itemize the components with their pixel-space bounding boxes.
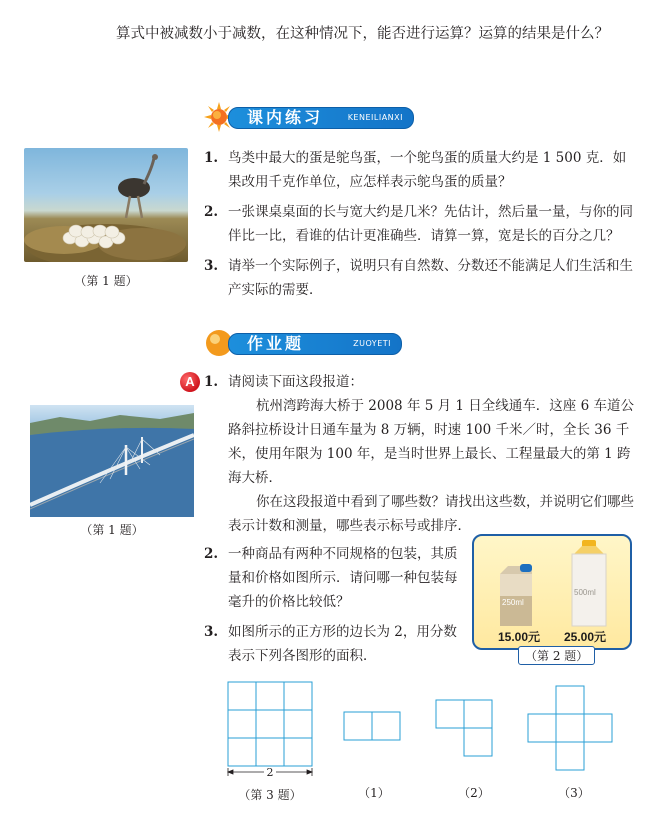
question-text: 鸟类中最大的蛋是鸵鸟蛋，一个鸵鸟蛋的质量大约是 1 500 克．如果改用千克作单位，应怎样表示鸵鸟蛋的质量？ — [228, 150, 627, 190]
question-number: 1. — [204, 374, 219, 390]
figure-caption-2: （2） — [458, 786, 490, 800]
large-milk-carton — [568, 540, 610, 628]
photo-caption: （第 1 题） — [80, 523, 144, 537]
bridge-photo — [30, 405, 194, 517]
question-number: 1. — [204, 150, 219, 166]
section-subtitle: KENEILIANXI — [347, 113, 403, 122]
practice-question-3 — [204, 254, 636, 302]
practice-question-2 — [204, 200, 636, 248]
question-lead: 请阅读下面这段报道： — [228, 374, 363, 390]
figure-1 — [344, 712, 400, 740]
question-text: 你在这段报道中看到了哪些数？请找出这些数，并说明它们哪些表示计数和测量，哪些表示标号或排序． — [228, 494, 634, 534]
ostrich-eggs-photo — [24, 148, 188, 262]
question-number: 2. — [204, 204, 219, 220]
large-price: 25.00元 — [564, 630, 607, 644]
grid-square — [228, 682, 312, 766]
small-price: 15.00元 — [498, 630, 541, 644]
homework-question-3 — [204, 620, 460, 668]
figure-2 — [436, 700, 492, 756]
figure-caption-q3: （第 3 题） — [238, 788, 302, 802]
small-milk-carton — [496, 562, 536, 628]
question-number: 3. — [204, 624, 219, 640]
question-number: 3. — [204, 258, 219, 274]
packaging-price-figure — [472, 534, 632, 650]
side-length-label: 2 — [266, 766, 274, 779]
large-volume-label: 500ml — [574, 588, 596, 597]
section-title: 作业题 — [247, 334, 305, 353]
area-figures — [220, 676, 640, 786]
level-a-badge: A — [180, 372, 200, 392]
question-text: 如图所示的正方形的边长为 2，用分数表示下列各图形的面积． — [228, 624, 457, 664]
homework-question-1 — [204, 370, 636, 538]
news-paragraph: 杭州湾跨海大桥于 2008 年 5 月 1 日全线通车．这座 6 车道公路斜拉桥设计日通车量为 8 万辆，时速 100 千米／时，全长 36 千米，使用年限为 100 年，是当时世界上最长、工程量最大的第 1 跨海大桥． — [228, 398, 634, 486]
homework-question-2 — [204, 542, 460, 614]
figure-caption-3: （3） — [558, 786, 590, 800]
figure-caption: （第 2 题） — [518, 646, 595, 665]
figure-3 — [528, 686, 612, 770]
question-number: 2. — [204, 546, 219, 562]
section-title: 课内练习 — [247, 108, 324, 127]
question-text: 一种商品有两种不同规格的包装，其质量和价格如图所示．请问哪一种包装每毫升的价格比较低？ — [228, 546, 458, 610]
figure-caption-1: （1） — [358, 786, 390, 800]
practice-question-1 — [204, 146, 636, 194]
section-subtitle: ZUOYETI — [353, 339, 391, 348]
section-banner-homework — [204, 328, 404, 358]
question-text: 一张课桌桌面的长与宽大约是几米？先估计，然后量一量，与你的同伴比一比，看谁的估计更准确些．请算一算，宽是长的百分之几？ — [228, 204, 633, 244]
section-banner-practice — [204, 102, 414, 132]
intro-paragraph: 算式中被减数小于减数，在这种情况下，能否进行运算？运算的结果是什么？ — [116, 26, 609, 42]
small-volume-label: 250ml — [502, 598, 524, 607]
photo-caption: （第 1 题） — [74, 274, 138, 288]
question-text: 请举一个实际例子，说明只有自然数、分数还不能满足人们生活和生产实际的需要． — [228, 258, 633, 298]
